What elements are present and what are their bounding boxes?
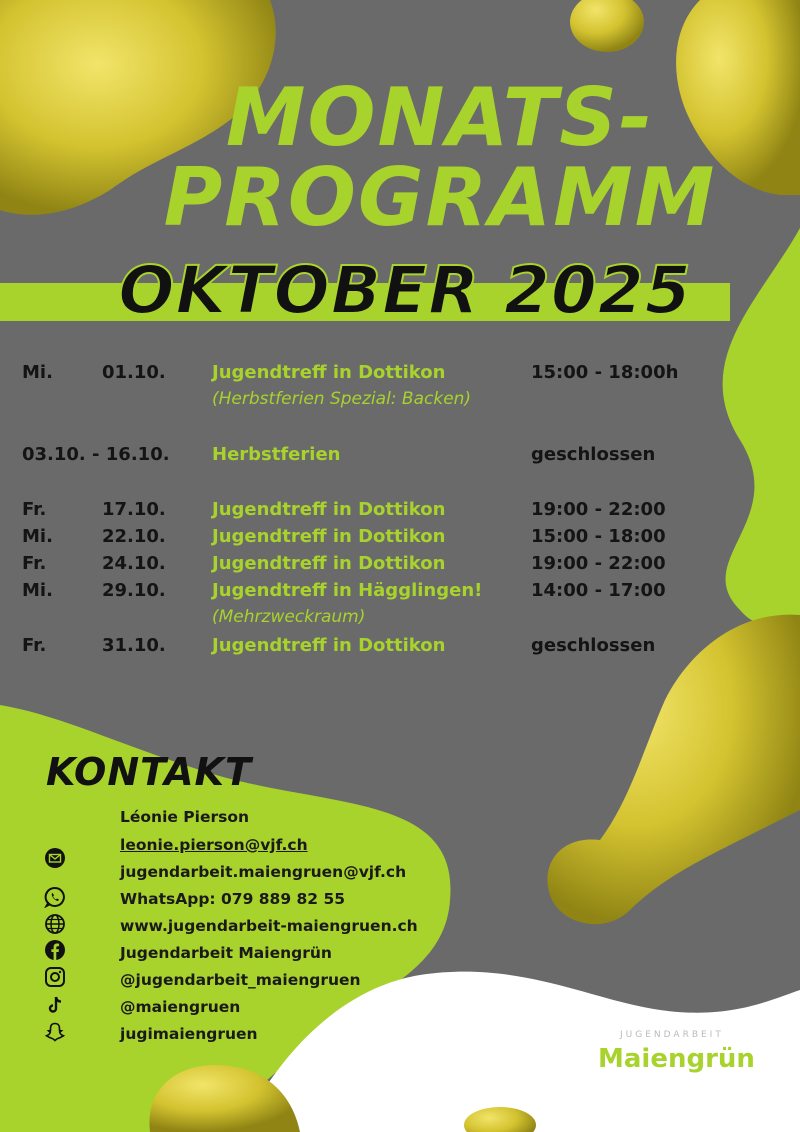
- whatsapp-icon: [44, 886, 66, 908]
- schedule-time: 14:00 - 17:00: [531, 580, 666, 601]
- schedule-date: 29.10.: [102, 580, 166, 601]
- schedule-row: [0, 362, 800, 388]
- schedule-day: Fr.: [22, 635, 47, 656]
- schedule-time: 19:00 - 22:00: [531, 499, 666, 520]
- schedule-event: Herbstferien: [212, 444, 341, 465]
- schedule-row: [0, 635, 800, 661]
- maiengruen-logo: [598, 1030, 768, 1074]
- schedule-event: Jugendtreff in Hägglingen!: [212, 580, 483, 601]
- title-line-1: MONATS-: [225, 71, 655, 164]
- facebook-icon: [44, 939, 66, 961]
- month-heading: OKTOBER 2025: [118, 252, 692, 329]
- schedule-event: Jugendtreff in Dottikon: [212, 635, 446, 656]
- schedule-date: 31.10.: [102, 635, 166, 656]
- schedule-row: [0, 526, 800, 552]
- schedule-time: 19:00 - 22:00: [531, 553, 666, 574]
- schedule-day: Mi.: [22, 580, 53, 601]
- schedule-day: Mi.: [22, 362, 53, 383]
- title-line-2: PROGRAMM: [163, 151, 717, 244]
- schedule-date: 24.10.: [102, 553, 166, 574]
- tiktok-icon: [44, 994, 66, 1016]
- schedule-note: (Mehrzweckraum): [212, 607, 366, 627]
- contact-instagram[interactable]: @jugendarbeit_maiengruen: [120, 971, 361, 989]
- schedule-day: Fr.: [22, 553, 47, 574]
- schedule-row: [0, 444, 800, 470]
- schedule-date-range: 03.10. - 16.10.: [22, 444, 170, 465]
- schedule-event: Jugendtreff in Dottikon: [212, 553, 446, 574]
- contact-email-general[interactable]: jugendarbeit.maiengruen@vjf.ch: [120, 863, 407, 881]
- contact-whatsapp[interactable]: WhatsApp: 079 889 82 55: [120, 890, 346, 908]
- logo-wordmark: Maiengrün: [598, 1044, 755, 1074]
- contact-name: Léonie Pierson: [120, 808, 250, 826]
- schedule-time: 15:00 - 18:00h: [531, 362, 679, 383]
- contact-tiktok[interactable]: @maiengruen: [120, 998, 241, 1016]
- schedule-time: 15:00 - 18:00: [531, 526, 666, 547]
- contact-email-personal[interactable]: leonie.pierson@vjf.ch: [120, 836, 308, 854]
- schedule-day: Mi.: [22, 526, 53, 547]
- globe-icon: [44, 913, 66, 935]
- logo-subtitle: JUGENDARBEIT: [620, 1030, 724, 1040]
- schedule-time: geschlossen: [531, 635, 656, 656]
- instagram-icon: [44, 966, 66, 988]
- schedule-date: 17.10.: [102, 499, 166, 520]
- schedule-time: geschlossen: [531, 444, 656, 465]
- schedule-date: 22.10.: [102, 526, 166, 547]
- schedule-event: Jugendtreff in Dottikon: [212, 526, 446, 547]
- schedule-note: (Herbstferien Spezial: Backen): [212, 389, 472, 409]
- schedule-row: [0, 553, 800, 579]
- contact-snapchat[interactable]: jugimaiengruen: [120, 1025, 258, 1043]
- contact-facebook[interactable]: Jugendarbeit Maiengrün: [120, 944, 332, 962]
- contact-heading: KONTAKT: [46, 750, 252, 794]
- schedule-row: [0, 499, 800, 525]
- schedule-event: Jugendtreff in Dottikon: [212, 362, 446, 383]
- blob-top-small: [570, 0, 644, 52]
- schedule-event: Jugendtreff in Dottikon: [212, 499, 446, 520]
- contact-website[interactable]: www.jugendarbeit-maiengruen.ch: [120, 917, 418, 935]
- blob-right-middle: [547, 615, 800, 925]
- schedule-date: 01.10.: [102, 362, 166, 383]
- schedule-day: Fr.: [22, 499, 47, 520]
- snapchat-icon: [44, 1021, 66, 1043]
- schedule-row: [0, 580, 800, 606]
- email-icon: [44, 847, 66, 869]
